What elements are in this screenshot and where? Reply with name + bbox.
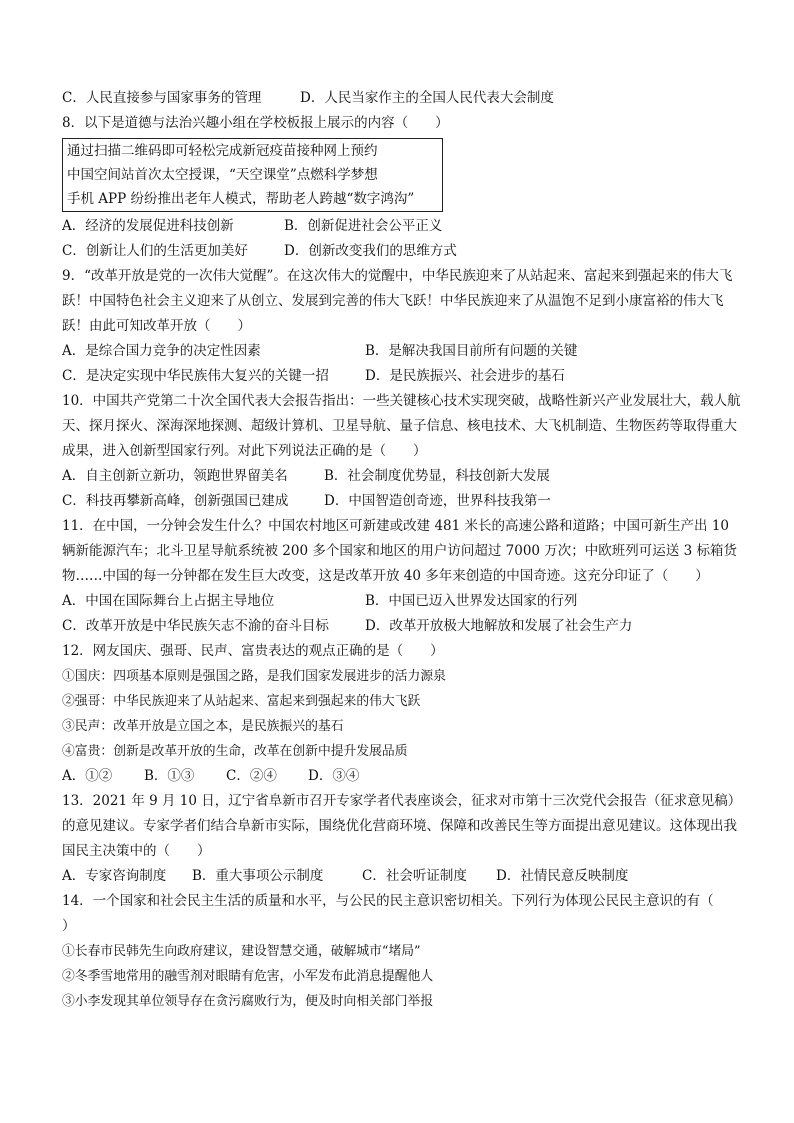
q8-stem: 8．以下是道德与法治兴趣小组在学校板报上展示的内容（ ） <box>62 115 449 131</box>
q8-option-c[interactable]: C．创新让人们的生活更加美好 <box>62 243 248 259</box>
q8-option-b[interactable]: B．创新促进社会公平正义 <box>284 218 443 234</box>
q10-stem: 10．中国共产党第二十次全国代表大会报告指出：一些关键核心技术实现突破，战略性新兴产业发展壮大，载人航天、探月探火、深海深地探测、超级计算机、卫星导航、量子信息、核电技术、大飞机制造、生物医药等取得重大成果，进入创新型国家行列。对此下列说法正确的是（ ） <box>62 393 741 459</box>
q13-stem: 13．2021 年 9 月 10 日，辽宁省阜新市召开专家学者代表座谈会，征求对市第十三次党代会报告（征求意见稿）的意见建议。专家学者们结合阜新市实际，围绕优化营商环境、保障和改善民生等方面提出意见建议。这体现出我国民主决策中的（ ） <box>62 793 742 859</box>
q10-option-a[interactable]: A．自主创新立新功，领跑世界留美名 <box>62 468 288 484</box>
q12-statement: ④富贵：创新是改革开放的生命，改革在创新中提升发展品质 <box>62 744 408 759</box>
q10-options-row1 <box>62 464 742 489</box>
q11-option-a[interactable]: A．中国在国际舞台上占据主导地位 <box>62 593 275 609</box>
q9-option-d[interactable]: D．是民族振兴、社会进步的基石 <box>365 368 565 384</box>
q11-option-d[interactable]: D．改革开放极大地解放和发展了社会生产力 <box>365 618 633 634</box>
q13-options <box>62 864 742 889</box>
q10-options-row2 <box>62 489 742 514</box>
q8-box-line: 通过扫描二维码即可轻松完成新冠疫苗接种网上预约 <box>67 143 378 159</box>
q14-statement: ②冬季雪地常用的融雪剂对眼睛有危害，小军发布此消息提醒他人 <box>62 969 434 984</box>
q10-option-d[interactable]: D．中国智造创奇迹，世界科技我第一 <box>324 493 551 509</box>
q12-option-c[interactable]: C．②④ <box>226 768 277 784</box>
q12-option-a[interactable]: A．①② <box>62 768 113 784</box>
q12-statement: ①国庆：四项基本原则是强国之路，是我们国家发展进步的活力源泉 <box>62 669 446 684</box>
q11-options-row1 <box>62 589 742 614</box>
q13-option-a[interactable]: A．专家咨询制度 <box>62 868 167 884</box>
q14-statement: ①长春市民韩先生向政府建议，建设智慧交通，破解城市“堵局” <box>62 944 421 959</box>
q8-option-d[interactable]: D．创新改变我们的思维方式 <box>284 243 457 259</box>
q10-option-b[interactable]: B．社会制度优势显，科技创新大发展 <box>324 468 550 484</box>
q9-options-row1 <box>62 339 742 364</box>
q9-option-c[interactable]: C．是决定实现中华民族伟大复兴的关键一招 <box>62 368 329 384</box>
q13-option-b[interactable]: B．重大事项公示制度 <box>192 868 324 884</box>
q7-option-d[interactable]: D．人民当家作主的全国人民代表大会制度 <box>300 90 554 106</box>
q8-material-box <box>62 138 443 212</box>
q9-option-a[interactable]: A．是综合国力竞争的决定性因素 <box>62 343 261 359</box>
q13-option-d[interactable]: D．社情民意反映制度 <box>496 868 629 884</box>
q12-stem: 12．网友国庆、强哥、民声、富贵表达的观点正确的是（ ） <box>62 643 444 659</box>
q9-option-b[interactable]: B．是解决我国目前所有问题的关键 <box>365 343 578 359</box>
q10-option-c[interactable]: C．科技再攀新高峰，创新强国已建成 <box>62 493 289 509</box>
q12-option-b[interactable]: B．①③ <box>144 768 195 784</box>
q12-statement: ②强哥：中华民族迎来了从站起来、富起来到强起来的伟大飞跃 <box>62 694 421 709</box>
q11-options-row2 <box>62 614 742 639</box>
q8-option-a[interactable]: A．经济的发展促进科技创新 <box>62 218 234 234</box>
q9-options-row2 <box>62 364 742 389</box>
q12-option-d[interactable]: D．③④ <box>308 768 360 784</box>
q8-options-row2 <box>62 239 742 264</box>
q11-option-c[interactable]: C．改革开放是中华民族矢志不渝的奋斗目标 <box>62 618 329 634</box>
q14-stem: 14．一个国家和社会民主生活的质量和水平，与公民的民主意识密切相关。下列行为体现公民民主意识的有（ ） <box>62 893 741 934</box>
q9-stem: 9．“改革开放是党的一次伟大觉醒”。在这次伟大的觉醒中，中华民族迎来了从站起来、富起来到强起来的伟大飞跃！中国特色社会主义迎来了从创立、发展到完善的伟大飞跃！中华民族迎来了从温饱不足到小康富裕的伟大飞跃！由此可知改革开放（ ） <box>62 268 733 334</box>
q14-statement: ③小李发现其单位领导存在贪污腐败行为，便及时向相关部门举报 <box>62 994 434 1009</box>
q7-options <box>62 86 742 111</box>
q8-box-line: 手机 APP 纷纷推出老年人模式，帮助老人跨越“数字鸿沟” <box>67 191 415 207</box>
q7-option-c[interactable]: C．人民直接参与国家事务的管理 <box>62 90 262 106</box>
q12-options <box>62 764 742 789</box>
q13-option-c[interactable]: C．社会听证制度 <box>362 868 467 884</box>
q8-box-line: 中国空间站首次太空授课，“天空课堂”点燃科学梦想 <box>67 167 378 183</box>
q12-statement: ③民声：改革开放是立国之本，是民族振兴的基石 <box>62 719 344 734</box>
q8-options-row1 <box>62 214 742 239</box>
q11-stem: 11．在中国，一分钟会发生什么？中国农村地区可新建或改建 481 米长的高速公路和道路；中国可新生产出 10 辆新能源汽车；北斗卫星导航系统被 200 多个国家和地区的用户访问超过 7000 万次；中欧班列可运送 3 标箱货物……中国的每一分钟都在发生巨大改变，这是改革开放 40 多年来创造的中国奇迹。这充分印证了（ ） <box>62 518 737 584</box>
q11-option-b[interactable]: B．中国已迈入世界发达国家的行列 <box>365 593 578 609</box>
exam-page <box>62 86 742 1014</box>
